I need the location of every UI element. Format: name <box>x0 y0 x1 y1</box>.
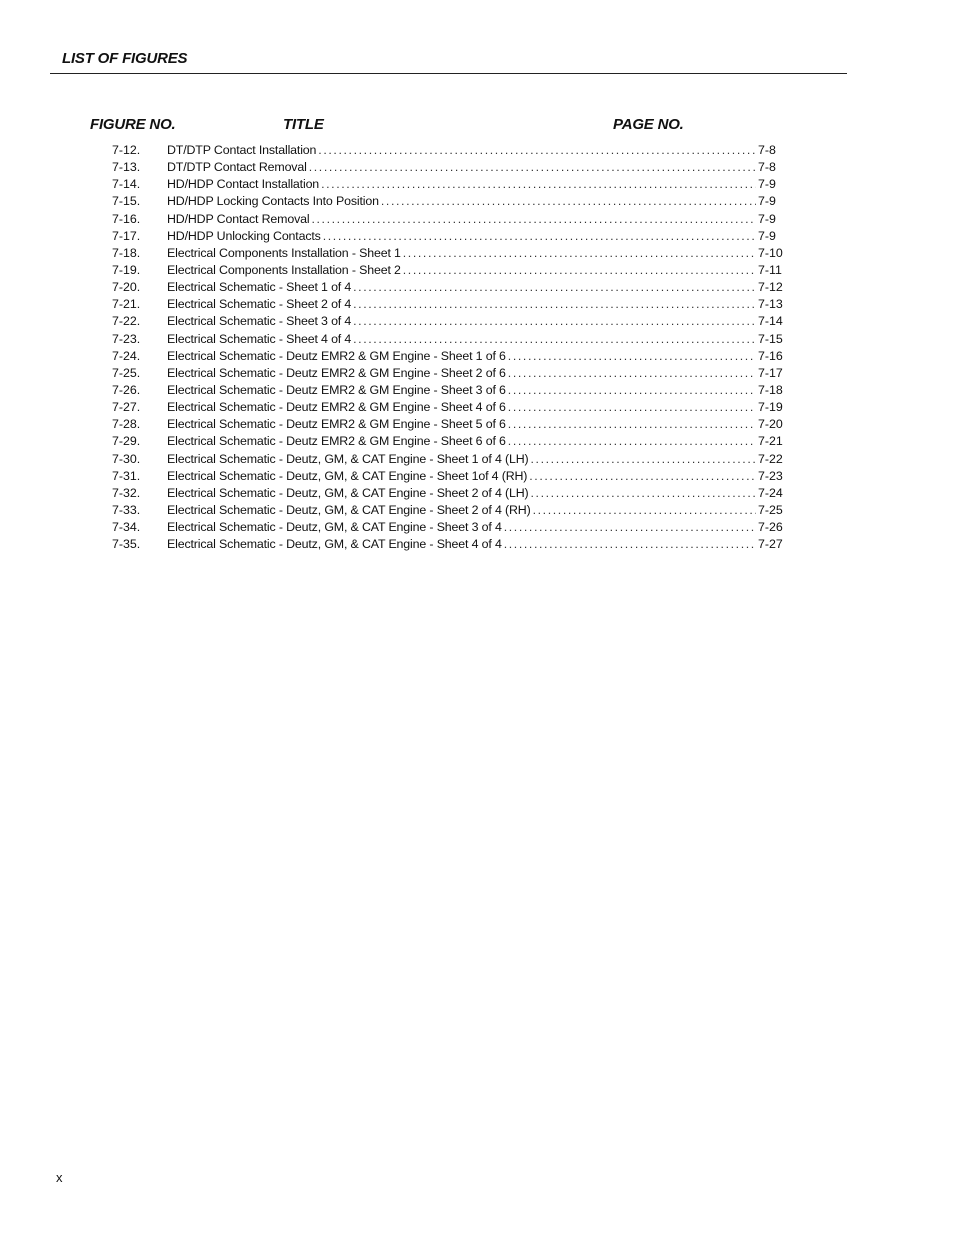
figure-title: HD/HDP Contact Removal <box>167 211 310 226</box>
figure-number: 7-21. <box>112 297 141 312</box>
dot-leader <box>321 176 756 193</box>
figure-title: DT/DTP Contact Removal <box>167 160 307 175</box>
figure-page-number: 7-9 <box>758 177 776 192</box>
dot-leader <box>508 365 756 382</box>
figure-title: Electrical Schematic - Deutz, GM, & CAT Engine - Sheet 4 of 4 <box>167 537 502 552</box>
list-item[interactable] <box>112 245 784 262</box>
figure-page-number: 7-20 <box>758 417 783 432</box>
figure-page-number: 7-21 <box>758 434 783 449</box>
figure-title: Electrical Schematic - Sheet 2 of 4 <box>167 297 352 312</box>
figure-number: 7-27. <box>112 400 141 415</box>
figure-page-number: 7-27 <box>758 537 783 552</box>
figure-list <box>112 142 784 553</box>
dot-leader <box>508 399 756 416</box>
dot-leader <box>353 313 756 330</box>
figure-page-number: 7-9 <box>758 211 776 226</box>
figure-number: 7-12. <box>112 143 141 157</box>
figure-number: 7-16. <box>112 211 141 226</box>
dot-leader <box>508 433 756 450</box>
figure-title: Electrical Schematic - Sheet 1 of 4 <box>167 280 352 295</box>
figure-page-number: 7-14 <box>758 314 783 329</box>
dot-leader <box>508 348 756 365</box>
figure-title: Electrical Schematic - Deutz EMR2 & GM Engine - Sheet 3 of 6 <box>167 382 506 397</box>
figure-page-number: 7-15 <box>758 331 783 346</box>
list-item[interactable] <box>112 262 784 279</box>
list-item[interactable] <box>112 468 784 485</box>
figure-number: 7-24. <box>112 348 141 363</box>
figure-title: Electrical Components Installation - Sheet 2 <box>167 262 401 277</box>
list-item[interactable] <box>112 279 784 296</box>
column-header-page-no: PAGE NO. <box>613 116 684 133</box>
figure-title: Electrical Schematic - Deutz, GM, & CAT Engine - Sheet 1 of 4 (LH) <box>167 451 529 466</box>
figure-page-number: 7-25 <box>758 502 783 517</box>
figure-title: Electrical Schematic - Deutz EMR2 & GM Engine - Sheet 2 of 6 <box>167 365 506 380</box>
list-item[interactable] <box>112 228 784 245</box>
list-item[interactable] <box>112 176 784 193</box>
list-item[interactable] <box>112 365 784 382</box>
list-item[interactable] <box>112 536 784 553</box>
figure-title: HD/HDP Unlocking Contacts <box>167 228 321 243</box>
page-title: LIST OF FIGURES <box>62 50 188 67</box>
figure-number: 7-35. <box>112 537 141 552</box>
figure-page-number: 7-12 <box>758 280 783 295</box>
dot-leader <box>403 262 756 279</box>
list-item[interactable] <box>112 142 784 159</box>
dot-leader <box>508 382 756 399</box>
figure-number: 7-30. <box>112 451 141 466</box>
dot-leader <box>318 142 756 159</box>
figure-number: 7-18. <box>112 245 141 260</box>
dot-leader <box>504 536 756 553</box>
figure-page-number: 7-11 <box>758 262 782 277</box>
list-item[interactable] <box>112 159 784 176</box>
list-item[interactable] <box>112 382 784 399</box>
dot-leader <box>531 451 757 468</box>
figure-page-number: 7-19 <box>758 400 783 415</box>
page-number: x <box>56 1170 63 1185</box>
figure-number: 7-26. <box>112 382 141 397</box>
figure-number: 7-32. <box>112 485 141 500</box>
figure-page-number: 7-26 <box>758 520 783 535</box>
column-header-figure-no: FIGURE NO. <box>90 116 176 133</box>
list-item[interactable] <box>112 399 784 416</box>
figure-number: 7-14. <box>112 177 141 192</box>
column-header-title: TITLE <box>283 116 324 133</box>
list-item[interactable] <box>112 485 784 502</box>
figure-page-number: 7-23 <box>758 468 783 483</box>
list-item[interactable] <box>112 451 784 468</box>
figure-page-number: 7-17 <box>758 365 783 380</box>
dot-leader <box>353 296 756 313</box>
dot-leader <box>309 159 756 176</box>
list-item[interactable] <box>112 433 784 450</box>
list-item[interactable] <box>112 211 784 228</box>
list-item[interactable] <box>112 416 784 433</box>
dot-leader <box>353 331 756 348</box>
figure-number: 7-34. <box>112 520 141 535</box>
figure-number: 7-17. <box>112 228 141 243</box>
figure-page-number: 7-13 <box>758 297 783 312</box>
figure-number: 7-28. <box>112 417 141 432</box>
list-item[interactable] <box>112 502 784 519</box>
list-item[interactable] <box>112 296 784 313</box>
figure-title: Electrical Schematic - Sheet 4 of 4 <box>167 331 352 346</box>
figure-number: 7-29. <box>112 434 141 449</box>
figure-number: 7-19. <box>112 262 141 277</box>
figure-title: Electrical Schematic - Sheet 3 of 4 <box>167 314 352 329</box>
figure-number: 7-13. <box>112 160 141 175</box>
list-item[interactable] <box>112 348 784 365</box>
dot-leader <box>323 228 756 245</box>
figure-title: HD/HDP Locking Contacts Into Position <box>167 194 379 209</box>
figure-page-number: 7-24 <box>758 485 783 500</box>
figure-number: 7-22. <box>112 314 141 329</box>
dot-leader <box>311 211 756 228</box>
dot-leader <box>533 502 756 519</box>
figure-title: Electrical Schematic - Deutz EMR2 & GM Engine - Sheet 6 of 6 <box>167 434 506 449</box>
figure-title: Electrical Schematic - Deutz, GM, & CAT Engine - Sheet 3 of 4 <box>167 520 502 535</box>
figure-page-number: 7-22 <box>758 451 783 466</box>
figure-number: 7-25. <box>112 365 141 380</box>
dot-leader <box>403 245 756 262</box>
list-item[interactable] <box>112 519 784 536</box>
figure-page-number: 7-10 <box>758 245 783 260</box>
dot-leader <box>381 193 756 210</box>
figure-page-number: 7-18 <box>758 382 783 397</box>
figure-number: 7-15. <box>112 194 141 209</box>
figure-title: Electrical Schematic - Deutz, GM, & CAT Engine - Sheet 2 of 4 (LH) <box>167 485 529 500</box>
list-item[interactable] <box>112 193 784 210</box>
figure-number: 7-33. <box>112 502 141 517</box>
figure-title: HD/HDP Contact Installation <box>167 177 320 192</box>
dot-leader <box>504 519 756 536</box>
header-divider <box>50 73 847 74</box>
figure-title: Electrical Schematic - Deutz, GM, & CAT Engine - Sheet 1of 4 (RH) <box>167 468 528 483</box>
figure-page-number: 7-8 <box>758 143 776 157</box>
list-item[interactable] <box>112 313 784 330</box>
dot-leader <box>353 279 756 296</box>
figure-page-number: 7-9 <box>758 194 776 209</box>
figure-title: Electrical Schematic - Deutz, GM, & CAT Engine - Sheet 2 of 4 (RH) <box>167 502 531 517</box>
dot-leader <box>508 416 756 433</box>
figure-number: 7-23. <box>112 331 141 346</box>
dot-leader <box>529 468 756 485</box>
figure-title: Electrical Schematic - Deutz EMR2 & GM Engine - Sheet 5 of 6 <box>167 417 506 432</box>
figure-number: 7-31. <box>112 468 141 483</box>
figure-number: 7-20. <box>112 280 141 295</box>
figure-title: Electrical Components Installation - Sheet 1 <box>167 245 401 260</box>
dot-leader <box>531 485 757 502</box>
figure-page-number: 7-9 <box>758 228 776 243</box>
figure-title: DT/DTP Contact Installation <box>167 143 317 157</box>
list-item[interactable] <box>112 331 784 348</box>
figure-title: Electrical Schematic - Deutz EMR2 & GM Engine - Sheet 1 of 6 <box>167 348 506 363</box>
figure-page-number: 7-16 <box>758 348 783 363</box>
figure-page-number: 7-8 <box>758 160 776 175</box>
figure-title: Electrical Schematic - Deutz EMR2 & GM Engine - Sheet 4 of 6 <box>167 400 506 415</box>
